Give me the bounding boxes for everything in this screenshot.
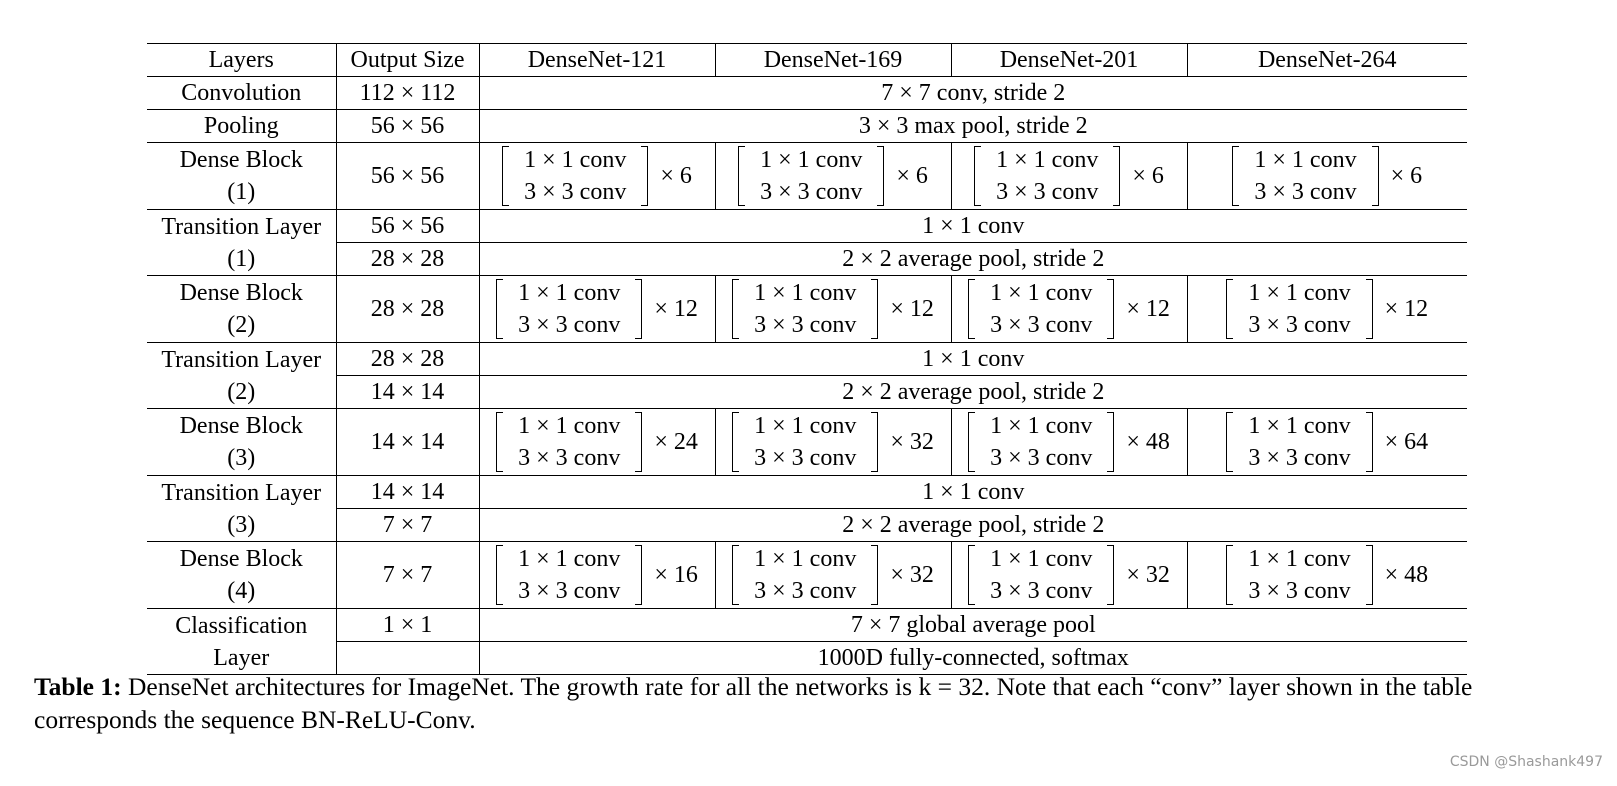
conv-1x1: 1 × 1 conv	[524, 147, 627, 173]
bracket-matrix	[502, 144, 648, 208]
dense-block-spec	[968, 410, 1170, 474]
layer-name: Classification Layer	[147, 609, 336, 675]
header-row	[147, 44, 1467, 77]
densenet-architecture-table	[147, 43, 1467, 675]
conv-1x1: 1 × 1 conv	[754, 413, 857, 439]
output-size: 28 × 28	[336, 343, 479, 376]
table-caption	[34, 670, 1594, 736]
repeat-multiplier: × 16	[654, 562, 698, 588]
dense-block-cell-densenet-201	[951, 409, 1187, 476]
layer-name: Dense Block (3)	[147, 409, 336, 476]
layer-spec: 1 × 1 conv	[479, 210, 1467, 243]
layer-name: Transition Layer (2)	[147, 343, 336, 409]
output-size: 56 × 56	[336, 143, 479, 210]
conv-3x3: 3 × 3 conv	[754, 578, 857, 604]
layer-name: Pooling	[147, 110, 336, 143]
dense-block-spec	[732, 410, 934, 474]
layer-spec: 2 × 2 average pool, stride 2	[479, 376, 1467, 409]
layer-spec: 3 × 3 max pool, stride 2	[479, 110, 1467, 143]
bracket-matrix	[732, 277, 878, 341]
dense-block-spec	[968, 277, 1170, 341]
repeat-multiplier: × 12	[1126, 296, 1170, 322]
repeat-multiplier: × 32	[890, 429, 934, 455]
conv-3x3: 3 × 3 conv	[518, 312, 621, 338]
conv-1x1: 1 × 1 conv	[518, 413, 621, 439]
caption-label: Table 1:	[34, 672, 122, 701]
conv-1x1: 1 × 1 conv	[754, 280, 857, 306]
header-densenet-201: DenseNet-201	[951, 44, 1187, 77]
row-dense-block-2	[147, 276, 1467, 343]
repeat-multiplier: × 24	[654, 429, 698, 455]
bracket-matrix	[732, 410, 878, 474]
output-size: 28 × 28	[336, 276, 479, 343]
header-output-size: Output Size	[336, 44, 479, 77]
layer-name: Transition Layer (3)	[147, 476, 336, 542]
dense-block-spec	[502, 144, 692, 208]
repeat-multiplier: × 6	[1132, 163, 1164, 189]
bracket-matrix	[1226, 410, 1372, 474]
conv-1x1: 1 × 1 conv	[760, 147, 863, 173]
dense-block-cell-densenet-121	[479, 143, 715, 210]
conv-3x3: 3 × 3 conv	[524, 179, 627, 205]
conv-3x3: 3 × 3 conv	[754, 312, 857, 338]
repeat-multiplier: × 64	[1384, 429, 1429, 455]
bracket-matrix	[968, 543, 1114, 607]
header-densenet-264: DenseNet-264	[1187, 44, 1467, 77]
dense-block-spec	[496, 277, 698, 341]
row-transition-1a	[147, 210, 1467, 243]
layer-name: Dense Block (4)	[147, 542, 336, 609]
dense-block-cell-densenet-169	[715, 143, 951, 210]
watermark: CSDN @Shashank497	[1449, 754, 1603, 770]
output-size: 112 × 112	[336, 77, 479, 110]
caption-text: DenseNet architectures for ImageNet. The growth rate for all the networks is k = 32. Note that each “conv” layer shown in the table corresponds the sequence BN-ReLU-Conv.	[34, 672, 1473, 734]
row-transition-3b	[147, 509, 1467, 542]
dense-block-cell-densenet-264	[1187, 143, 1467, 210]
repeat-multiplier: × 6	[896, 163, 928, 189]
conv-1x1: 1 × 1 conv	[990, 546, 1093, 572]
conv-3x3: 3 × 3 conv	[990, 312, 1093, 338]
conv-1x1: 1 × 1 conv	[518, 546, 621, 572]
bracket-matrix	[1232, 144, 1378, 208]
conv-1x1: 1 × 1 conv	[1248, 280, 1351, 306]
row-transition-2a	[147, 343, 1467, 376]
dense-block-cell-densenet-121	[479, 409, 715, 476]
bracket-matrix	[974, 144, 1120, 208]
conv-1x1: 1 × 1 conv	[518, 280, 621, 306]
output-size: 7 × 7	[336, 542, 479, 609]
dense-block-cell-densenet-264	[1187, 409, 1467, 476]
output-size: 56 × 56	[336, 110, 479, 143]
conv-1x1: 1 × 1 conv	[754, 546, 857, 572]
conv-3x3: 3 × 3 conv	[996, 179, 1099, 205]
bracket-matrix	[738, 144, 884, 208]
repeat-multiplier: × 32	[890, 562, 934, 588]
repeat-multiplier: × 6	[1390, 163, 1423, 189]
row-dense-block-3	[147, 409, 1467, 476]
conv-1x1: 1 × 1 conv	[990, 413, 1093, 439]
output-size: 1 × 1	[336, 609, 479, 642]
bracket-matrix	[1226, 277, 1372, 341]
layer-name: Dense Block (2)	[147, 276, 336, 343]
dense-block-spec	[738, 144, 928, 208]
conv-3x3: 3 × 3 conv	[1248, 312, 1351, 338]
repeat-multiplier: × 6	[660, 163, 692, 189]
header-layers: Layers	[147, 44, 336, 77]
layer-spec: 1000D fully-connected, softmax	[479, 642, 1467, 675]
repeat-multiplier: × 48	[1126, 429, 1170, 455]
dense-block-spec	[1226, 543, 1428, 607]
dense-block-spec	[732, 543, 934, 607]
output-size: 14 × 14	[336, 409, 479, 476]
repeat-multiplier: × 12	[890, 296, 934, 322]
conv-3x3: 3 × 3 conv	[754, 445, 857, 471]
conv-3x3: 3 × 3 conv	[1254, 179, 1357, 205]
row-convolution	[147, 77, 1467, 110]
row-transition-3a	[147, 476, 1467, 509]
bracket-matrix	[496, 543, 642, 607]
bracket-matrix	[732, 543, 878, 607]
row-transition-1b	[147, 243, 1467, 276]
conv-3x3: 3 × 3 conv	[518, 578, 621, 604]
dense-block-spec	[974, 144, 1164, 208]
conv-3x3: 3 × 3 conv	[1248, 578, 1351, 604]
dense-block-spec	[1226, 410, 1428, 474]
layer-spec: 2 × 2 average pool, stride 2	[479, 509, 1467, 542]
repeat-multiplier: × 32	[1126, 562, 1170, 588]
layer-spec: 2 × 2 average pool, stride 2	[479, 243, 1467, 276]
layer-name: Dense Block (1)	[147, 143, 336, 210]
repeat-multiplier: × 48	[1384, 562, 1429, 588]
conv-3x3: 3 × 3 conv	[1248, 445, 1351, 471]
conv-1x1: 1 × 1 conv	[1254, 147, 1357, 173]
dense-block-cell-densenet-121	[479, 542, 715, 609]
dense-block-cell-densenet-169	[715, 276, 951, 343]
conv-3x3: 3 × 3 conv	[990, 578, 1093, 604]
output-size: 7 × 7	[336, 509, 479, 542]
output-size: 56 × 56	[336, 210, 479, 243]
row-transition-2b	[147, 376, 1467, 409]
row-dense-block-1	[147, 143, 1467, 210]
dense-block-spec	[1232, 144, 1422, 208]
dense-block-cell-densenet-169	[715, 409, 951, 476]
repeat-multiplier: × 12	[654, 296, 698, 322]
row-classification-a	[147, 609, 1467, 642]
output-size: 14 × 14	[336, 476, 479, 509]
conv-1x1: 1 × 1 conv	[990, 280, 1093, 306]
layer-spec: 1 × 1 conv	[479, 476, 1467, 509]
output-size: 14 × 14	[336, 376, 479, 409]
dense-block-cell-densenet-264	[1187, 542, 1467, 609]
dense-block-spec	[496, 410, 698, 474]
dense-block-cell-densenet-201	[951, 276, 1187, 343]
bracket-matrix	[496, 410, 642, 474]
conv-1x1: 1 × 1 conv	[1248, 413, 1351, 439]
bracket-matrix	[968, 410, 1114, 474]
conv-3x3: 3 × 3 conv	[760, 179, 863, 205]
layer-name: Convolution	[147, 77, 336, 110]
dense-block-cell-densenet-201	[951, 542, 1187, 609]
bracket-matrix	[1226, 543, 1372, 607]
bracket-matrix	[968, 277, 1114, 341]
conv-1x1: 1 × 1 conv	[996, 147, 1099, 173]
header-densenet-121: DenseNet-121	[479, 44, 715, 77]
dense-block-cell-densenet-264	[1187, 276, 1467, 343]
row-dense-block-4	[147, 542, 1467, 609]
repeat-multiplier: × 12	[1384, 296, 1429, 322]
dense-block-cell-densenet-201	[951, 143, 1187, 210]
conv-1x1: 1 × 1 conv	[1248, 546, 1351, 572]
conv-3x3: 3 × 3 conv	[518, 445, 621, 471]
row-pooling	[147, 110, 1467, 143]
dense-block-cell-densenet-169	[715, 542, 951, 609]
dense-block-spec	[968, 543, 1170, 607]
dense-block-cell-densenet-121	[479, 276, 715, 343]
dense-block-spec	[496, 543, 698, 607]
header-densenet-169: DenseNet-169	[715, 44, 951, 77]
layer-spec: 1 × 1 conv	[479, 343, 1467, 376]
layer-spec: 7 × 7 global average pool	[479, 609, 1467, 642]
layer-name: Transition Layer (1)	[147, 210, 336, 276]
bracket-matrix	[496, 277, 642, 341]
layer-spec: 7 × 7 conv, stride 2	[479, 77, 1467, 110]
dense-block-spec	[732, 277, 934, 341]
dense-block-spec	[1226, 277, 1428, 341]
output-size: 28 × 28	[336, 243, 479, 276]
conv-3x3: 3 × 3 conv	[990, 445, 1093, 471]
